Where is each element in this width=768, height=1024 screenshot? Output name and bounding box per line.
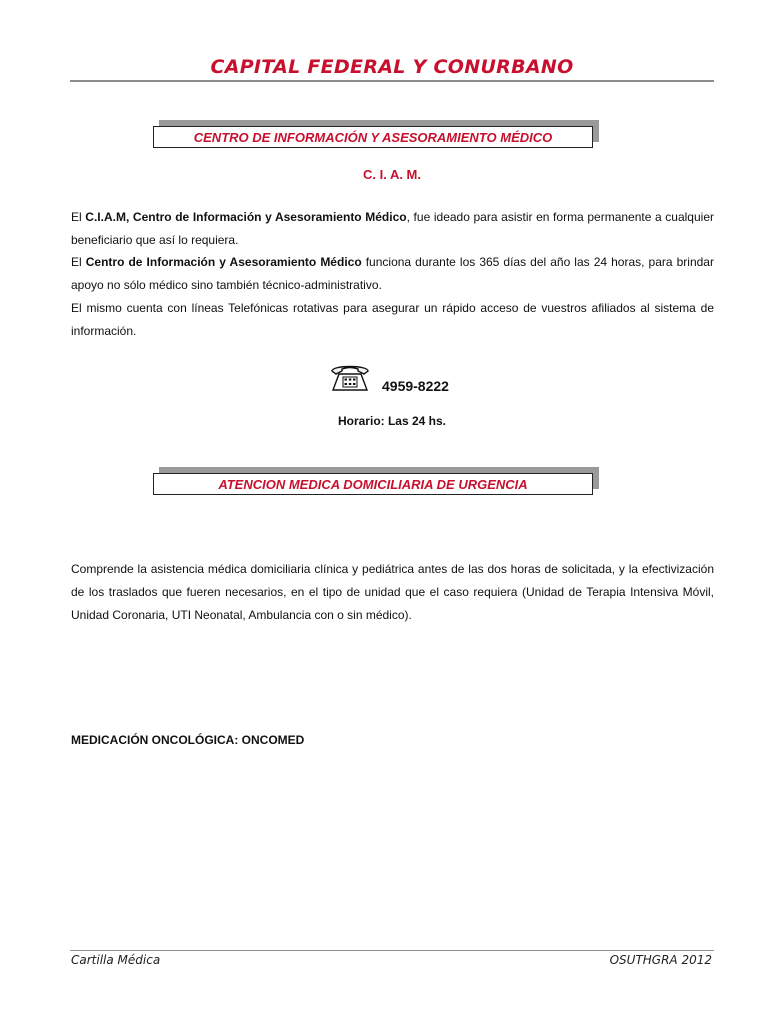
p1-text-c: , fue ideado para asistir en forma permanente a cualquier beneficiario que así lo requiera. (71, 210, 714, 247)
telephone-icon (329, 362, 371, 394)
p1-text-a: El (71, 210, 86, 224)
section-title-ciam: CENTRO DE INFORMACIÓN Y ASESORAMIENTO MÉDICO (153, 126, 593, 148)
ciam-paragraph-1 (71, 206, 714, 252)
footer-right-text: OSUTHGRA 2012 (609, 953, 712, 967)
ciam-paragraph-2 (71, 251, 714, 297)
footer-divider (70, 950, 714, 951)
phone-number: 4959-8222 (382, 378, 449, 394)
urgencia-paragraph: Comprende la asistencia médica domiciliaria clínica y pediátrica antes de las dos horas de solicitada, y la efectivización de los traslados que fueren necesarios, en el tipo de unidad que el caso requiera (Unidad de Terapia Intensiva Móvil, Unidad Coronaria, UTI Neonatal, Ambulancia con o sin médico). (71, 562, 714, 622)
p2-text-a: El (71, 255, 86, 269)
section-title-urgencia: ATENCION MEDICA DOMICILIARIA DE URGENCIA (153, 473, 593, 495)
ciam-acronym: C. I. A. M. (362, 167, 422, 182)
hours-text: Horario: Las 24 hs. (337, 414, 447, 428)
oncomed-heading: MEDICACIÓN ONCOLÓGICA: ONCOMED (71, 733, 305, 747)
page-title: CAPITAL FEDERAL Y CONURBANO (210, 56, 574, 78)
title-divider (70, 80, 714, 82)
p2-text-c: funciona durante los 365 días del año las 24 horas, para brindar apoyo no sólo médico sino también técnico-administrativo. (71, 255, 714, 292)
p1-text-bold: C.I.A.M, Centro de Información y Asesoramiento Médico (85, 210, 407, 224)
section-title-box-ciam (153, 126, 593, 148)
section-title-box-urgencia (153, 473, 593, 495)
footer-left-text: Cartilla Médica (71, 953, 161, 967)
ciam-paragraph-3: El mismo cuenta con líneas Telefónicas rotativas para asegurar un rápido acceso de vuestros afiliados al sistema de información. (71, 301, 714, 338)
p2-text-bold: Centro de Información y Asesoramiento Médico (85, 255, 362, 269)
